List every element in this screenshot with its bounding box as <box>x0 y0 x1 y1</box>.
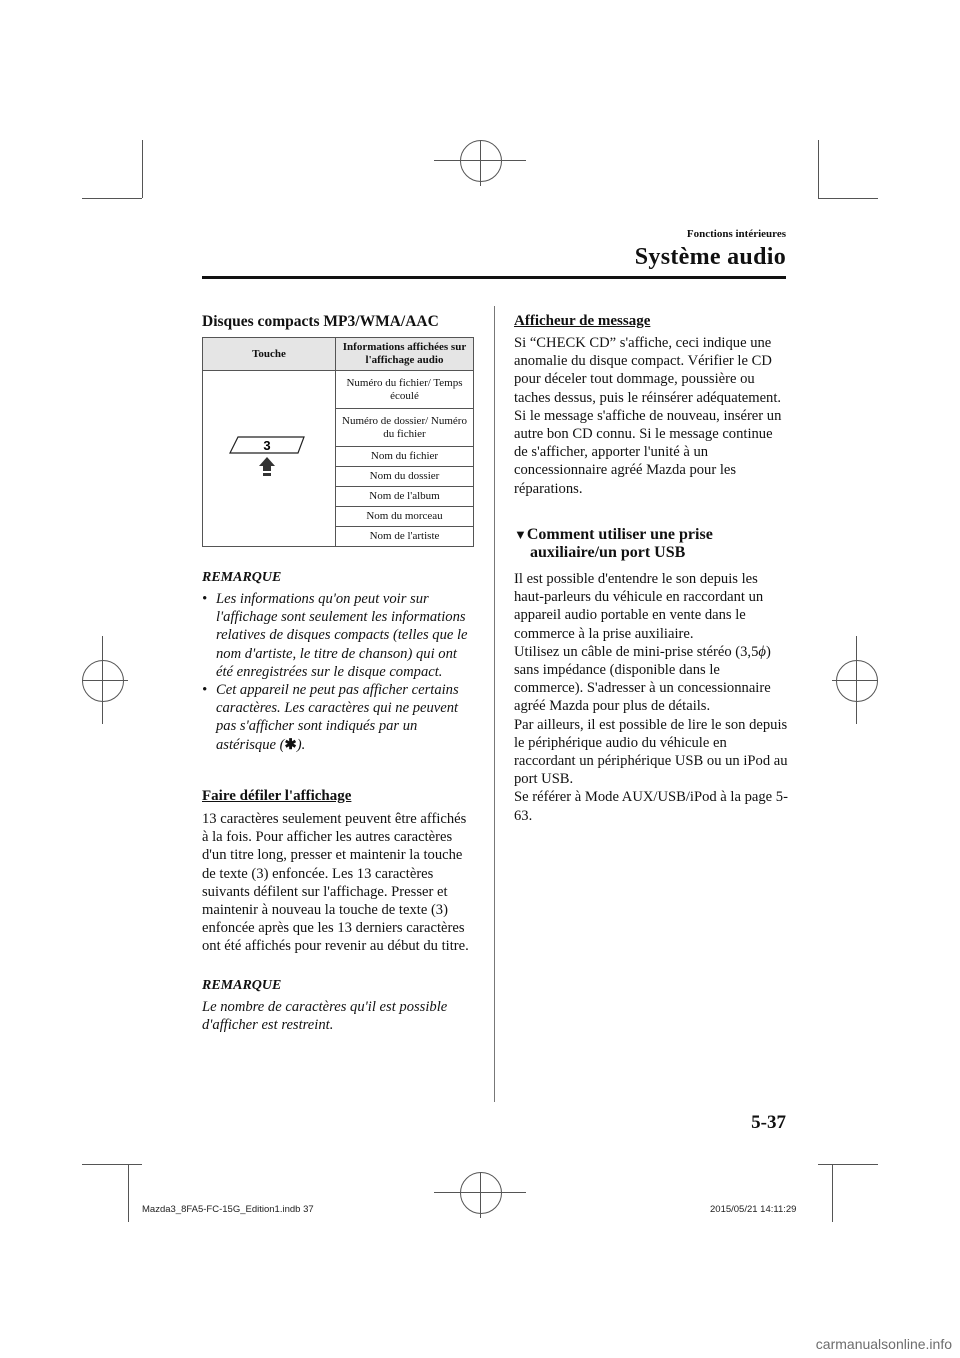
triangle-down-icon: ▼ <box>514 527 527 542</box>
press-arrow-icon <box>259 457 275 471</box>
table-row: Nom du dossier <box>336 467 474 487</box>
left-heading: Disques compacts MP3/WMA/AAC <box>202 313 439 330</box>
table-row: Nom du fichier <box>336 447 474 467</box>
header-rule <box>202 276 786 279</box>
footer-date: 2015/05/21 14:11:29 <box>710 1204 797 1215</box>
note-title: REMARQUE <box>202 570 282 585</box>
column-divider <box>494 306 495 1102</box>
asterisk-icon: ✱ <box>284 736 297 753</box>
page-number: 5-37 <box>751 1112 786 1133</box>
page-title: Système audio <box>634 244 786 270</box>
aux-heading: ▼Comment utiliser une prise auxiliaire/un port USB <box>514 526 713 561</box>
text-button-illustration <box>224 431 314 487</box>
list-item: • Cet appareil ne peut pas afficher certains caractères. Les caractères qui ne peuvent pas s'afficher sont indiqués par un astérisque (✱). <box>202 682 459 753</box>
section-label: Fonctions intérieures <box>686 228 786 240</box>
scroll-text: 13 caractères seulement peuvent être affichés à la fois. Pour afficher les autres caractères d'un titre long, presser et maintenir la touche de texte (3) enfoncée. Les 13 caractères suivants défilent sur l'affichage. Presser et maintenir à nouveau la touche de texte (3) enfoncée après que les 13 derniers caractères ont été affichés pour revenir au début du titre. <box>202 811 469 955</box>
message-heading: Afficheur de message <box>514 313 651 329</box>
note-text: Le nombre de caractères qu'il est possible d'afficher est restreint. <box>202 999 448 1034</box>
diameter-icon: ϕ <box>758 643 766 660</box>
table-header-info: Informations affichées sur l'affichage audio <box>336 338 474 371</box>
watermark: carmanualsonline.info <box>815 1336 952 1352</box>
table-row: Nom du morceau <box>336 507 474 527</box>
key-cell <box>203 371 336 547</box>
aux-text: Il est possible d'entendre le son depuis les haut-parleurs du véhicule en raccordant un appareil audio portable en vente dans le commerce à la prise auxiliaire. Utilisez un câble de mini-prise stéréo (3,5ϕ) sans impédance (disponible dans le commerce). S'adresser à un concessionnaire agréé Mazda pour plus de détails. Par ailleurs, il est possible de lire le son depuis le périphérique audio du véhicule en raccordant un périphérique USB ou un iPod au port USB. Se référer à Mode AUX/USB/iPod à la page 5-63. <box>514 571 788 824</box>
table-row: Nom de l'artiste <box>336 527 474 547</box>
note-title: REMARQUE <box>202 978 282 993</box>
table-header-key: Touche <box>203 338 336 371</box>
table-row: Numéro de dossier/ Numéro du fichier <box>336 409 474 447</box>
note-list <box>202 590 474 754</box>
message-text: Si “CHECK CD” s'affiche, ceci indique une anomalie du disque compact. Vérifier le CD pour déceler tout dommage, poussière ou taches dessus, puis le réinsérer adéquatement. Si le message s'affiche de nouveau, insérer un autre bon CD connu. Si le message continue de s'afficher, apporter l'unité à un concessionnaire agréé Mazda pour les réparations. <box>514 335 782 497</box>
table-row: Numéro du fichier/ Temps écoulé <box>336 371 474 409</box>
list-item: • Les informations qu'on peut voir sur l'affichage sont seulement les informations relatives de disques compacts (telles que le nom d'artiste, le titre de chanson) qui ont été enregistrées sur le disque compact. <box>202 591 468 680</box>
footer-file: Mazda3_8FA5-FC-15G_Edition1.indb 37 <box>142 1204 314 1215</box>
table-row: Nom de l'album <box>336 487 474 507</box>
key-label: 3 <box>263 437 271 453</box>
scroll-heading: Faire défiler l'affichage <box>202 788 352 804</box>
key-table <box>202 337 474 547</box>
